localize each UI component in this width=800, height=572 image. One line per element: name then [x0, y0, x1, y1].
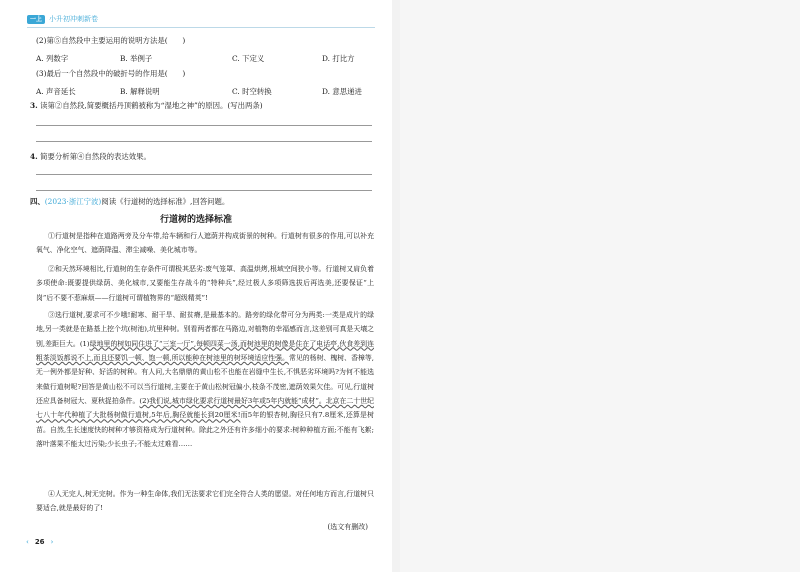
- paragraph-3-end: 而5年的银杏树,胸径只有7.8厘米,还算是树苗。自然,生长速度快的树种才够资格成为行道树种。除此之外还有许多细小的要求:树种种植方面;不能有飞絮;落叶落果不能太过污染;少长虫子;不能太过难看……: [36, 411, 374, 449]
- section-source: (2023·浙江宁波): [44, 197, 102, 206]
- question-4-text: 简要分析第④自然段的表达效果。: [40, 152, 151, 161]
- prev-page-icon[interactable]: ‹: [26, 538, 29, 546]
- blank-facing-page: [400, 0, 800, 572]
- article-credit: (选文有删改): [327, 523, 368, 531]
- q2-option-c[interactable]: C. 下定义: [232, 54, 265, 63]
- q2-option-a[interactable]: A. 列数字: [36, 54, 69, 63]
- question-4-number: 4.: [30, 152, 38, 161]
- question-3: [30, 101, 263, 110]
- question-3-sub-stem: (3)最后一个自然段中的破折号的作用是( ): [36, 69, 186, 78]
- paragraph-3-middle: 常见的杨树、槐树、香樟等,无一例外都是好种、好活的树种。有人问,大名鼎鼎的黄山松不也能在岩缝中生长,不惧恶劣环境吗?为何不能选来做行道树呢?回答是黄山松不可以当行道树,主要在于黄山松树冠偏小,枝条不茂密,遮荫效果欠佳。可见,行道树还应具备树冠大、夏秋捉拍条件。: [36, 354, 374, 406]
- question-3-text: 读第②自然段,简要概括丹顶鹤被称为“湿地之神”的原因。(写出两条): [40, 101, 263, 110]
- article-paragraph-1: ①行道树是指种在道路两旁及分车带,给车辆和行人遮荫并构成街景的树种。行道树有很多的作用,可以补充氧气、净化空气、遮荫降温、滞尘减噪、美化城市等。: [36, 232, 374, 255]
- answer-line[interactable]: [36, 190, 372, 191]
- answer-line[interactable]: [36, 141, 372, 142]
- header-divider: [27, 27, 375, 28]
- article-title: 行道树的选择标准: [159, 215, 232, 225]
- workbook-page: [0, 0, 392, 572]
- answer-line[interactable]: [36, 174, 372, 175]
- section-instruction: 阅读《行道树的选择标准》,回答问题。: [101, 197, 230, 206]
- question-4: [30, 152, 151, 161]
- article-paragraph-4: ④人无完人,树无完树。作为一种生命体,我们无法要求它们完全符合人类的愿望。对任何地方而言,行道树只要适合,就是最好的了!: [36, 490, 374, 513]
- question-3-number: 3.: [30, 101, 38, 110]
- underlined-sentence-2: (2)我们说,城市绿化要求行道树最好3年或5年内就能“成材”。北京在二十世纪七八十年代种植了大批杨树做行道树,5年后,胸径就能长到20厘米!: [36, 397, 374, 420]
- section-label: 四、: [30, 197, 45, 206]
- q2-option-d[interactable]: D. 打比方: [322, 54, 355, 63]
- header-title: 小升初冲刺新卷: [49, 15, 99, 23]
- article-paragraph-2: ②和天然环境相比,行道树的生存条件可谓极其恶劣:废气笼罩、高温烘烤,根域空间狭小等。行道树又肩负着多项使命:既要提供绿荫、美化城市,又要能生存战斗的“特种兵”,经过极人多项筛选拔后再选美,还要保证“上岗”后不要不惹麻烦——行道树可谓植物界的“超级精英”!: [36, 265, 374, 302]
- q3-option-b[interactable]: B. 解释说明: [120, 87, 160, 96]
- q3-option-a[interactable]: A. 声音延长: [36, 87, 76, 96]
- answer-line[interactable]: [36, 125, 372, 126]
- article-paragraph-3: [36, 308, 374, 451]
- question-2-stem: (2)第⑤自然段中主要运用的说明方法是( ): [36, 36, 186, 45]
- page-number: 26: [34, 538, 45, 546]
- page-footer: [26, 538, 53, 546]
- q3-option-d[interactable]: D. 意思递进: [322, 87, 362, 96]
- paragraph-3-intro: ③选行道树,要求可不少哦!耐寒、耐干旱、耐贫瘠,是最基本的。路旁的绿化带可分为两类:一类是成片的绿地,另一类就是在路基上挖个坑(树池),坑里种树。别看两者都在马路边,对植物的幸福感而言,这差别可真是天壤之别,差距巨大。(1): [36, 311, 374, 348]
- next-page-icon[interactable]: ›: [50, 538, 54, 546]
- section-heading: [30, 197, 229, 206]
- header-badge: 一上: [27, 15, 45, 24]
- q3-option-c[interactable]: C. 时空转换: [232, 87, 272, 96]
- q2-option-b[interactable]: B. 举例子: [120, 54, 153, 63]
- page-header: [27, 14, 98, 24]
- underlined-sentence-1: 绿地里的树如同住进了“三室一厅”,每顿四菜一汤,而树池里的树像是住在了电话亭,伙食差到连粗茶淡饭都说不上,而且还要饥一顿、饱一顿,所以能种在树池里的树环境适应性强。: [36, 339, 374, 363]
